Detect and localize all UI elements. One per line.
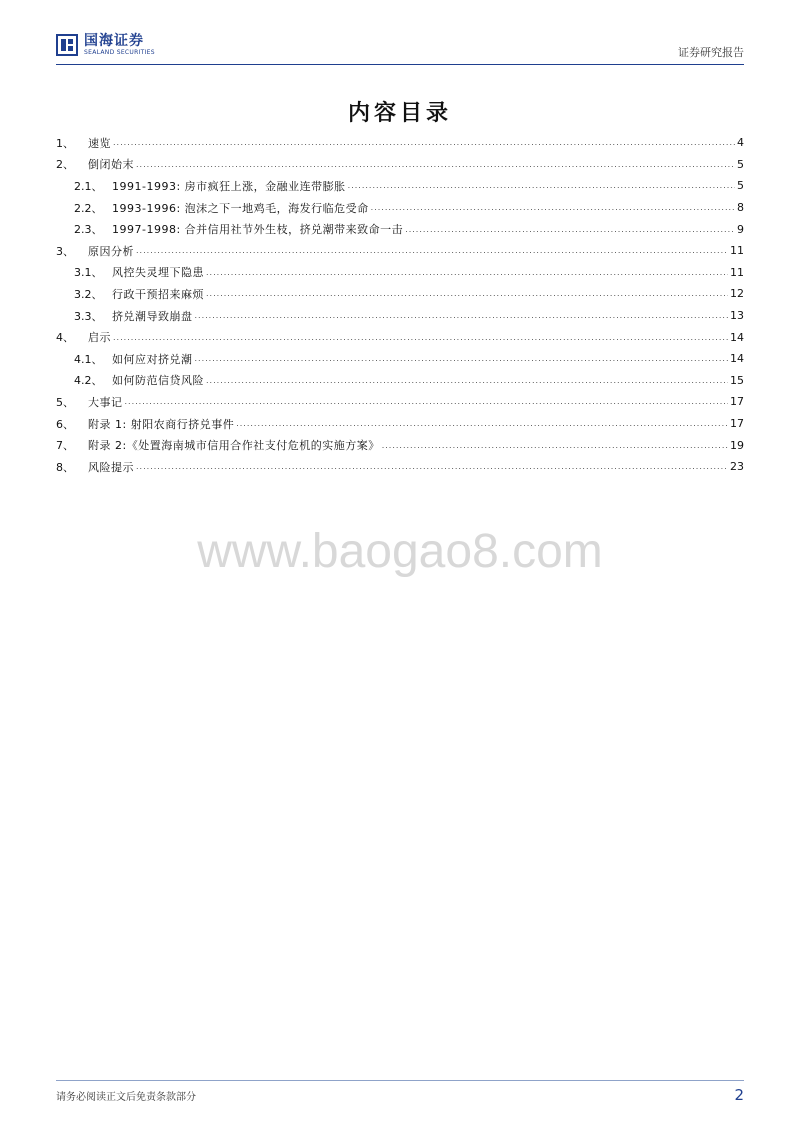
dot-leader [136, 246, 728, 255]
toc-entry-number: 3.2、 [74, 287, 103, 301]
toc-entry-page: 13 [730, 309, 744, 323]
toc-entry-label: 1997-1998: 合并信用社节外生枝，挤兑潮带来致命一击 [112, 223, 404, 237]
page-title: 内容目录 [347, 101, 452, 126]
toc-entry[interactable] [56, 197, 744, 219]
dot-leader [206, 289, 728, 298]
dot-leader [113, 138, 735, 147]
toc-entry-page: 14 [730, 330, 744, 344]
toc-entry-label: 风控失灵埋下隐患 [112, 266, 204, 280]
toc-entry[interactable] [56, 175, 744, 197]
toc-entry-label: 如何防范信贷风险 [112, 374, 204, 388]
toc-entry[interactable] [56, 348, 744, 370]
watermark: www.baogao8.com [197, 525, 603, 578]
toc-entry[interactable] [56, 326, 744, 348]
dot-leader [136, 462, 728, 471]
toc-entry[interactable] [56, 391, 744, 413]
toc-entry[interactable] [56, 262, 744, 284]
toc-entry[interactable] [56, 154, 744, 176]
toc-entry[interactable] [56, 218, 744, 240]
logo-name-en: SEALAND SECURITIES [84, 49, 155, 56]
dot-leader [348, 181, 735, 190]
toc-entry-label: 风险提示 [88, 460, 134, 474]
table-of-contents [56, 132, 744, 478]
toc-entry-number: 3、 [56, 244, 74, 258]
toc-entry-number: 2.3、 [74, 223, 103, 237]
toc-entry-page: 19 [730, 438, 744, 452]
toc-entry-page: 5 [737, 157, 744, 171]
dot-leader [136, 160, 735, 169]
toc-entry-number: 4、 [56, 331, 74, 345]
toc-entry-page: 23 [730, 460, 744, 474]
toc-entry-page: 5 [737, 179, 744, 193]
toc-entry[interactable] [56, 370, 744, 392]
toc-entry-number: 2.1、 [74, 179, 103, 193]
dot-leader [195, 354, 729, 363]
toc-entry[interactable] [56, 434, 744, 456]
toc-entry-label: 如何应对挤兑潮 [112, 352, 193, 366]
toc-entry-number: 3.1、 [74, 266, 103, 280]
toc-entry-number: 2、 [56, 158, 74, 172]
toc-entry-number: 5、 [56, 395, 74, 409]
toc-entry-page: 11 [730, 244, 744, 258]
report-type-label: 证券研究报告 [678, 46, 744, 59]
toc-entry[interactable] [56, 283, 744, 305]
toc-entry-number: 1、 [56, 136, 74, 150]
toc-entry-label: 大事记 [88, 395, 123, 409]
toc-entry[interactable] [56, 132, 744, 154]
toc-entry-page: 15 [730, 373, 744, 387]
dot-leader [371, 203, 735, 212]
toc-entry-label: 行政干预招来麻烦 [112, 287, 204, 301]
toc-entry-number: 7、 [56, 439, 74, 453]
toc-entry-number: 8、 [56, 460, 74, 474]
toc-entry-number: 4.2、 [74, 374, 103, 388]
toc-entry-page: 8 [737, 201, 744, 215]
toc-entry-number: 3.3、 [74, 309, 103, 323]
toc-entry-number: 2.2、 [74, 201, 103, 215]
toc-entry-number: 6、 [56, 417, 74, 431]
toc-entry-page: 4 [737, 136, 744, 150]
page-header [56, 32, 744, 64]
toc-entry-number: 4.1、 [74, 352, 103, 366]
toc-entry-label: 启示 [88, 331, 111, 345]
toc-entry-page: 17 [730, 395, 744, 409]
header-divider [56, 64, 744, 65]
toc-entry-page: 9 [737, 222, 744, 236]
dot-leader [206, 268, 728, 277]
page-number: 2 [734, 1086, 744, 1104]
brand-logo [56, 34, 155, 56]
toc-entry[interactable] [56, 456, 744, 478]
toc-entry-page: 12 [730, 287, 744, 301]
dot-leader [405, 225, 735, 234]
toc-entry[interactable] [56, 240, 744, 262]
toc-entry-label: 挤兑潮导致崩盘 [112, 309, 193, 323]
toc-entry-label: 原因分析 [88, 244, 134, 258]
dot-leader [206, 376, 728, 385]
toc-entry-label: 倒闭始末 [88, 158, 134, 172]
dot-leader [236, 419, 728, 428]
toc-entry-label: 附录 1: 射阳农商行挤兑事件 [88, 417, 235, 431]
logo-name-cn: 国海证券 [84, 33, 144, 49]
toc-entry[interactable] [56, 305, 744, 327]
dot-leader [195, 311, 729, 320]
toc-entry-page: 14 [730, 352, 744, 366]
dot-leader [113, 333, 728, 342]
toc-entry-label: 速览 [88, 136, 111, 150]
disclaimer-note: 请务必阅读正文后免责条款部分 [56, 1092, 196, 1103]
toc-entry-label: 附录 2:《处置海南城市信用合作社支付危机的实施方案》 [88, 439, 380, 453]
sealand-logo-icon [56, 34, 78, 56]
footer-divider [56, 1080, 744, 1081]
toc-entry-label: 1991-1993: 房市疯狂上涨，金融业连带膨胀 [112, 179, 346, 193]
toc-entry-page: 17 [730, 417, 744, 431]
toc-entry-page: 11 [730, 265, 744, 279]
toc-entry[interactable] [56, 413, 744, 435]
toc-entry-label: 1993-1996: 泡沫之下一地鸡毛，海发行临危受命 [112, 201, 369, 215]
dot-leader [125, 397, 729, 406]
dot-leader [382, 441, 728, 450]
